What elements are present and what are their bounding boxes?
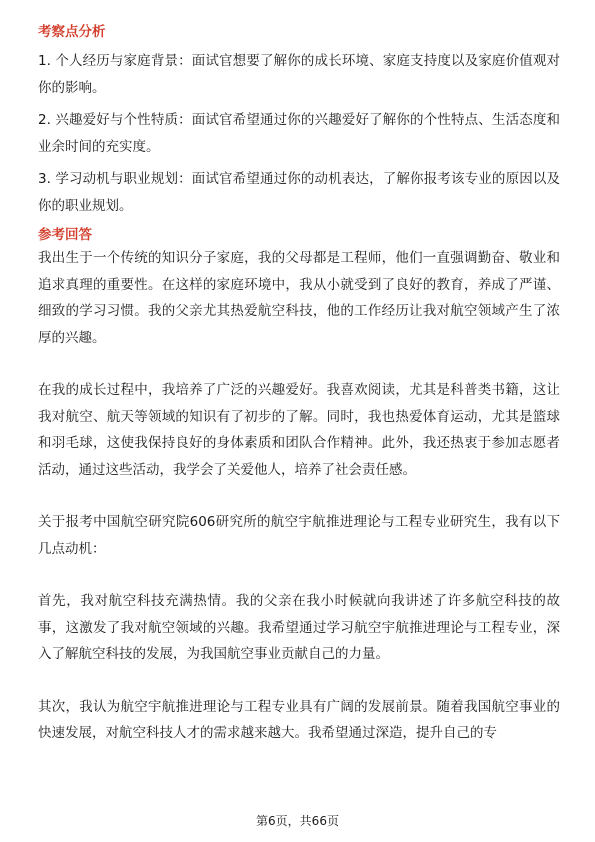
analysis-item: 3. 学习动机与职业规划：面试官希望通过你的动机表达，了解你报考该专业的原因以及你的职业规划。	[38, 171, 560, 214]
analysis-item: 1. 个人经历与家庭背景：面试官想要了解你的成长环境、家庭支持度以及家庭价值观对你的影响。	[38, 53, 560, 96]
answer-paragraph: 关于报考中国航空研究院606研究所的航空宇航推进理论与工程专业研究生，我有以下几点动机：	[38, 514, 560, 557]
paragraph-gap	[38, 483, 560, 509]
analysis-heading: 考察点分析	[38, 24, 106, 40]
answer-paragraph: 我出生于一个传统的知识分子家庭，我的父母都是工程师，他们一直强调勤奋、敬业和追求真理的重要性。在这样的家庭环境中，我从小就受到了良好的教育，养成了严谨、细致的学习习惯。我的父亲尤其热爱航空科技，他的工作经历让我对航空领域产生了浓厚的兴趣。	[38, 250, 560, 346]
paragraph-gap	[38, 668, 560, 694]
answer-paragraph: 其次，我认为航空宇航推进理论与工程专业具有广阔的发展前景。随着我国航空事业的快速发展，对航空科技人才的需求越来越大。我希望通过深造，提升自己的专	[38, 698, 560, 741]
paragraph-gap	[38, 562, 560, 588]
paragraph-gap	[38, 351, 560, 377]
answer-heading: 参考回答	[38, 227, 92, 243]
answer-paragraph: 在我的成长过程中，我培养了广泛的兴趣爱好。我喜欢阅读，尤其是科普类书籍，这让我对航空、航天等领域的知识有了初步的了解。同时，我也热爱体育运动，尤其是篮球和羽毛球，这使我保持良好的身体素质和团队合作精神。此外，我还热衷于参加志愿者活动，通过这些活动，我学会了关爱他人，培养了社会责任感。	[38, 382, 560, 478]
answer-paragraph: 首先，我对航空科技充满热情。我的父亲在我小时候就向我讲述了许多航空科技的故事，这激发了我对航空领域的兴趣。我希望通过学习航空宇航推进理论与工程专业，深入了解航空科技的发展，为我国航空事业贡献自己的力量。	[38, 593, 560, 662]
analysis-item: 2. 兴趣爱好与个性特质：面试官希望通过你的兴趣爱好了解你的个性特点、生活态度和业余时间的充实度。	[38, 112, 560, 155]
page-number: 第6页，共66页	[256, 814, 339, 828]
page-content	[38, 22, 560, 747]
